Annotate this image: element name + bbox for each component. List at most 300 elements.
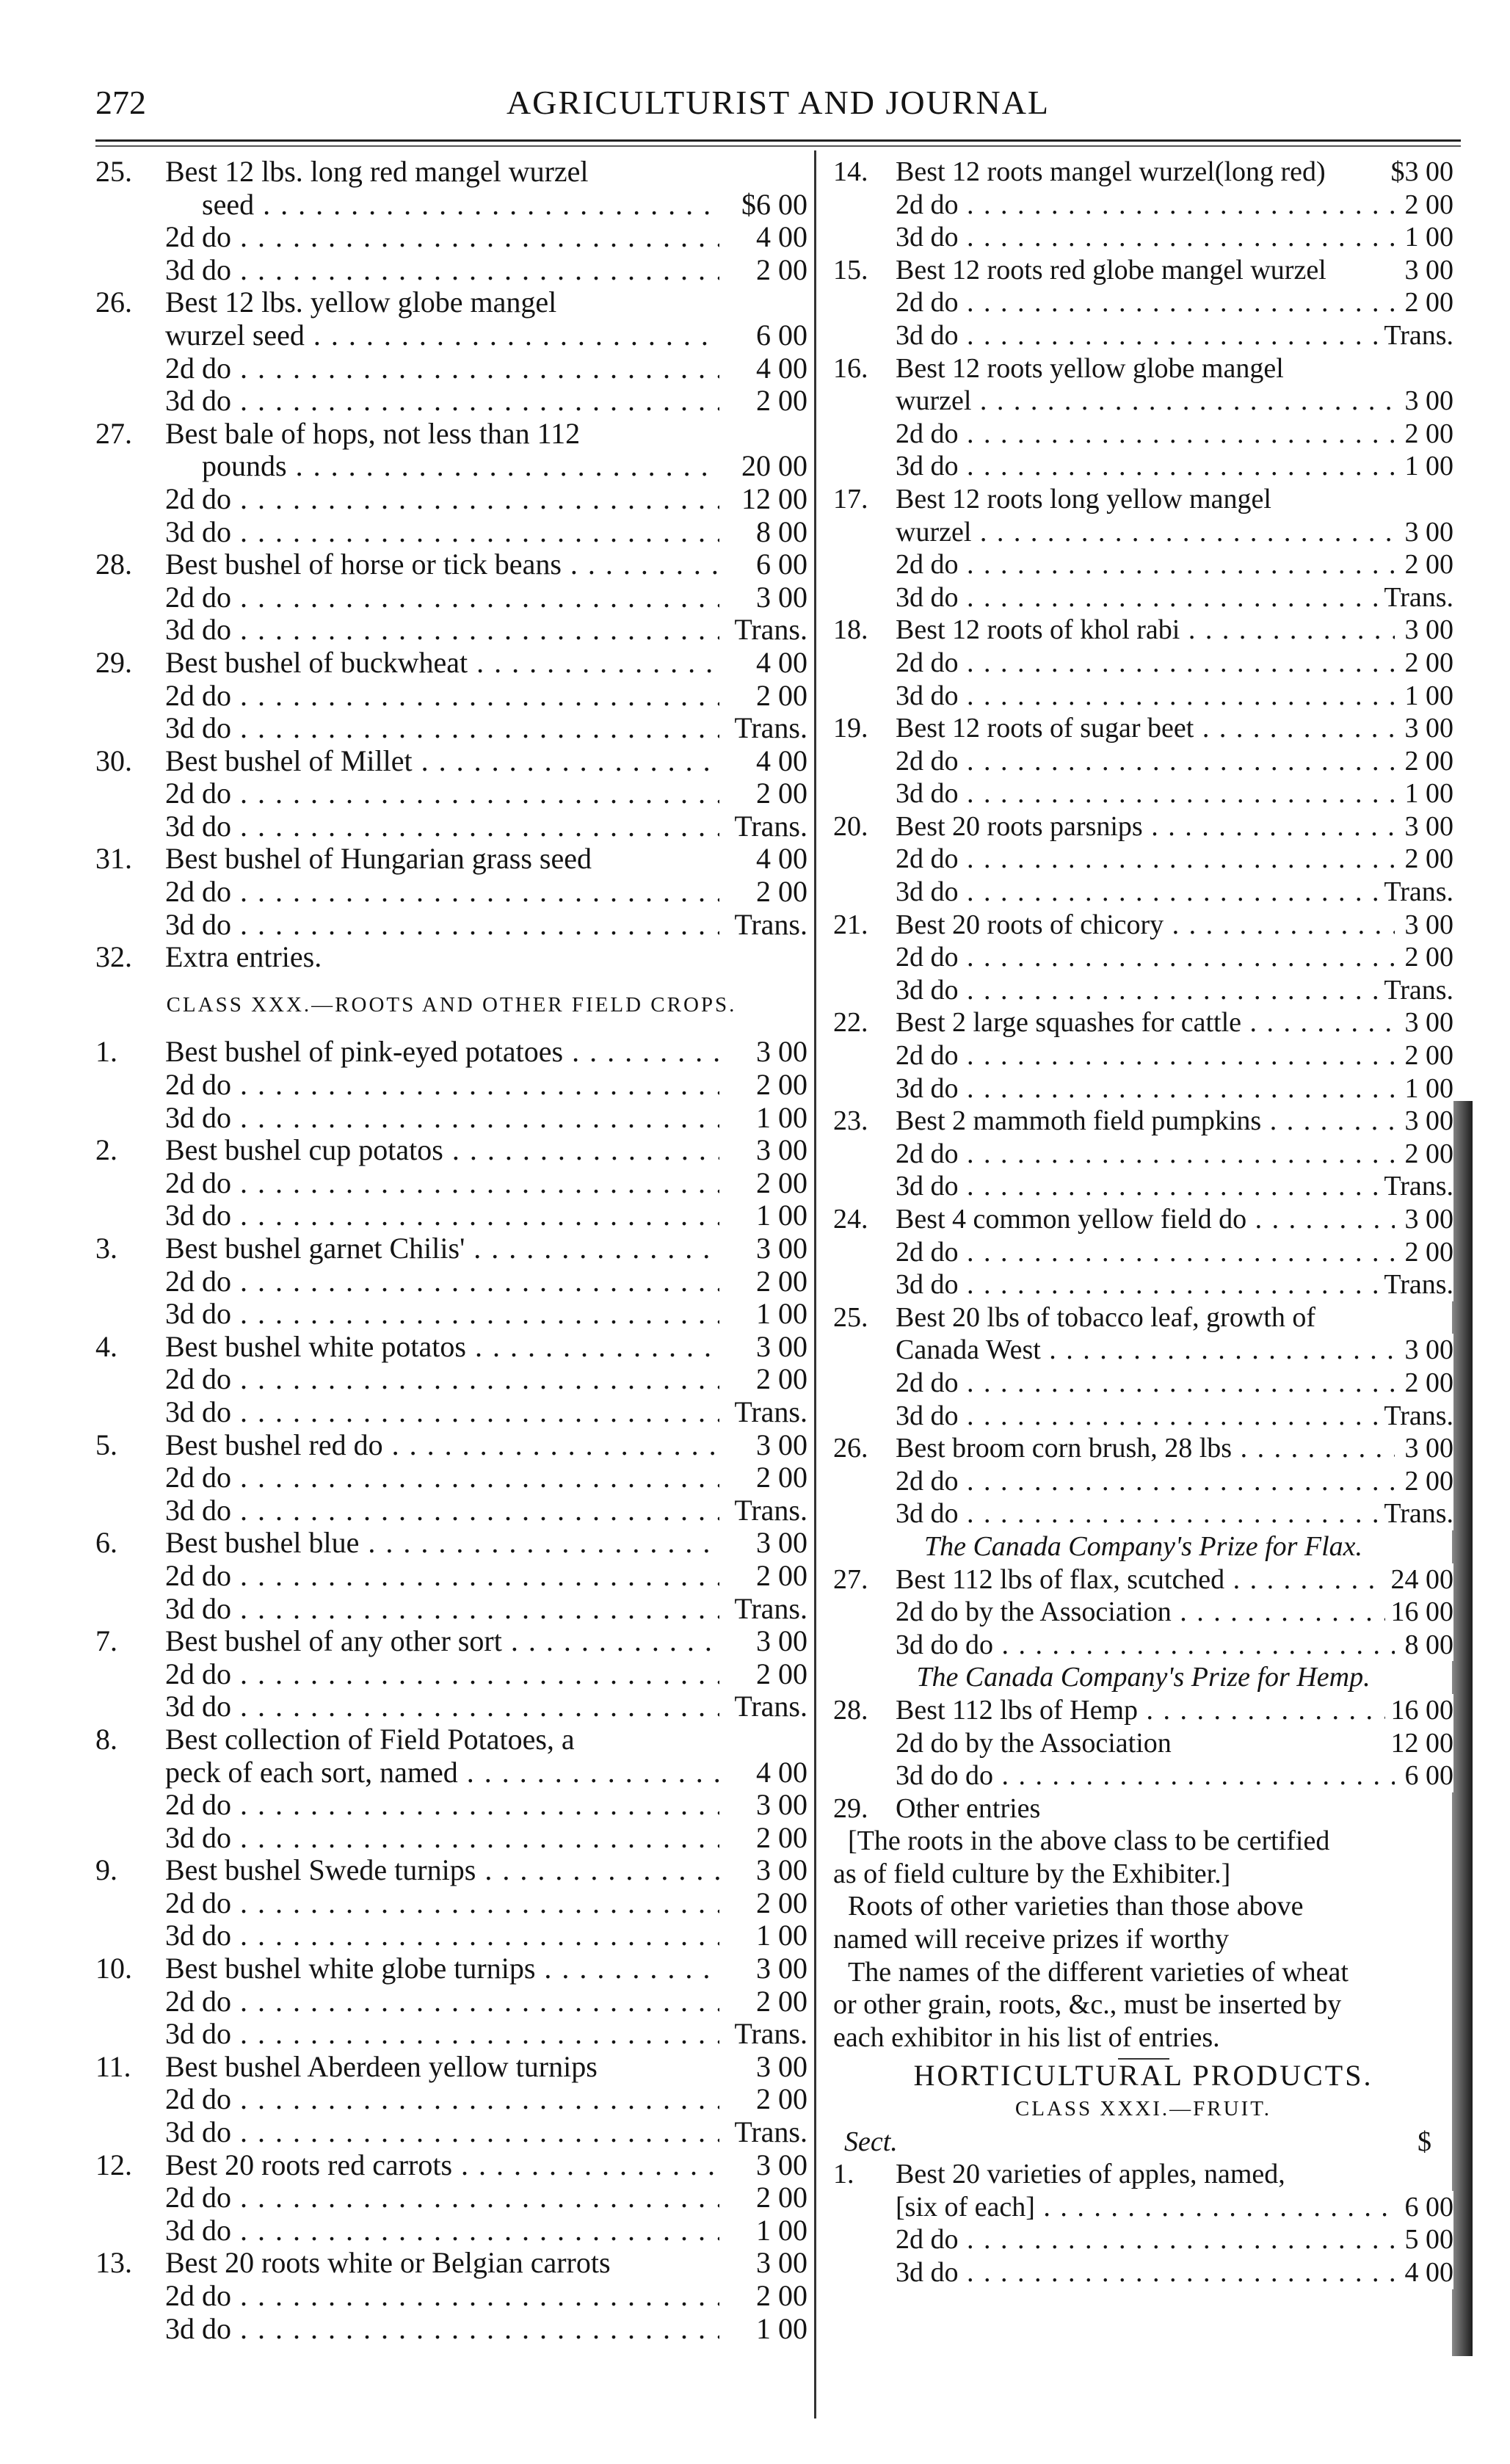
- entry-number: 1.: [95, 1036, 117, 1069]
- prize-list-row: [833, 1727, 1453, 1760]
- prize-list-row: [95, 909, 807, 942]
- entry-text: 2d do . . .: [165, 483, 719, 516]
- prize-amount: Trans.: [1378, 1400, 1453, 1433]
- prize-list-row: [833, 221, 1453, 254]
- entry-text: 3d do . . .: [896, 1072, 1395, 1105]
- prize-list-row: [95, 2280, 807, 2313]
- prize-list-row: [833, 581, 1453, 614]
- entry-text: 2d do . . .: [165, 1167, 719, 1200]
- prize-list-row: [833, 1039, 1453, 1072]
- entry-text: 2d do . . .: [165, 1265, 719, 1298]
- prize-amount: 2 00: [750, 1658, 807, 1691]
- prize-list-row: [833, 1203, 1453, 1236]
- entry-text: Best 112 lbs of Hemp . . .: [896, 1694, 1395, 1727]
- entry-text: 3d do . . .: [165, 1593, 719, 1626]
- prize-list-row: [95, 1265, 807, 1298]
- entry-number: 26.: [833, 1433, 868, 1464]
- class-heading: CLASS XXXI.—FRUIT.: [1014, 2097, 1272, 2121]
- prize-list-row: [95, 1593, 807, 1626]
- entry-number: 3.: [95, 1232, 117, 1265]
- prize-amount: 1 00: [750, 2214, 807, 2247]
- prize-amount: Trans.: [728, 2018, 807, 2051]
- entry-text: 3d do do . . .: [896, 1759, 1395, 1792]
- prize-amount: 3 00: [1399, 1203, 1454, 1236]
- entry-number: 21.: [833, 909, 868, 940]
- prize-amount: 1 00: [1399, 450, 1454, 483]
- prize-list-row: [95, 1461, 807, 1494]
- prize-amount: 3 00: [1399, 614, 1454, 647]
- prize-amount: 1 00: [1399, 777, 1454, 810]
- prize-list-row: [95, 1658, 807, 1691]
- note-line: each exhibitor in his list of entries.: [833, 2021, 1220, 2053]
- prize-amount: 1 00: [1399, 680, 1454, 713]
- prize-amount: 2 00: [750, 2181, 807, 2214]
- entry-number: 10.: [95, 1952, 132, 1985]
- entry-number: 25.: [95, 156, 132, 188]
- entry-text: 2d do . . .: [165, 1887, 719, 1920]
- entry-text: Best bushel garnet Chilis' . . .: [165, 1232, 719, 1265]
- note-line: named will receive prizes if worthy: [833, 1924, 1230, 1955]
- prize-amount: 3 00: [750, 2247, 807, 2280]
- prize-amount: 3 00: [1399, 516, 1454, 549]
- entry-text: [six of each] . . .: [896, 2191, 1395, 2224]
- entry-text: 3d do . . .: [165, 1690, 719, 1723]
- prize-list-row: [95, 712, 807, 745]
- prize-list-row: [833, 2191, 1453, 2224]
- prize-list-row: [95, 1102, 807, 1135]
- entry-text: Best 12 roots of khol rabi . . .: [896, 614, 1395, 647]
- prize-amount: 3 00: [750, 1789, 807, 1822]
- prize-amount: 12 00: [736, 483, 807, 516]
- entry-text: 2d do . . .: [165, 352, 719, 385]
- prize-amount: 4 00: [750, 221, 807, 254]
- entry-text: wurzel seed . . .: [165, 319, 719, 352]
- prize-amount: 5 00: [1399, 2223, 1454, 2256]
- entry-text: peck of each sort, named . . .: [165, 1756, 719, 1789]
- prize-amount: 8 00: [1399, 1629, 1454, 1662]
- prize-list-row: [95, 1822, 807, 1855]
- entry-text: 2d do . . .: [165, 680, 719, 713]
- prize-amount: 2 00: [1399, 548, 1454, 581]
- prize-amount: $6 00: [736, 189, 807, 222]
- prize-list-row: [833, 286, 1453, 319]
- prize-amount: 2 00: [1399, 843, 1454, 876]
- prize-list-row: [833, 2223, 1453, 2256]
- entry-text: 2d do . . .: [165, 777, 719, 810]
- note-line: or other grain, roots, &c., must be inserted by: [833, 1989, 1342, 2021]
- entry-text: Best bushel Aberdeen yellow turnips: [165, 2050, 598, 2083]
- prize-list-row: [95, 1919, 807, 1952]
- prize-amount: 2 00: [1399, 189, 1454, 222]
- prize-list-row: [95, 1952, 807, 1985]
- entry-text: 3d do . . .: [165, 1396, 719, 1429]
- prize-amount: 3 00: [1399, 1334, 1454, 1367]
- prize-list-row: [95, 2214, 807, 2247]
- entry-text: 3d do . . .: [165, 516, 719, 549]
- entry-number: 15.: [833, 254, 868, 286]
- header-rule-thin: [95, 145, 1461, 147]
- prize-list-row: [95, 876, 807, 909]
- entry-text: 2d do . . .: [165, 1069, 719, 1102]
- entry-text: Best 4 common yellow field do . . .: [896, 1203, 1395, 1236]
- entry-text: 2d do . . .: [896, 189, 1395, 222]
- prize-list-row: [95, 1167, 807, 1200]
- entry-text: 2d do . . .: [896, 1138, 1395, 1171]
- prize-list-row: [833, 843, 1453, 876]
- entry-text: Best bushel of buckwheat . . .: [165, 647, 719, 680]
- prize-list-row: [95, 1199, 807, 1232]
- prize-amount: 2 00: [750, 777, 807, 810]
- entry-number: 26.: [95, 286, 132, 319]
- prize-amount: 3 00: [750, 1232, 807, 1265]
- entry-text: Best 2 large squashes for cattle . . .: [896, 1006, 1395, 1039]
- entry-text: 2d do . . .: [165, 2181, 719, 2214]
- entry-text: 3d do . . .: [165, 385, 719, 418]
- prize-amount: 2 00: [750, 1265, 807, 1298]
- prize-amount: 3 00: [750, 2149, 807, 2182]
- entry-number: 25.: [833, 1301, 868, 1333]
- entry-number: 18.: [833, 614, 868, 646]
- entry-text: 2d do . . .: [896, 2223, 1395, 2256]
- entry-number: 28.: [95, 548, 132, 581]
- prize-list-row: [95, 1690, 807, 1723]
- entry-number: 9.: [95, 1854, 117, 1887]
- prize-amount: Trans.: [1378, 876, 1453, 909]
- entry-text: 2d do . . .: [896, 418, 1395, 451]
- entry-text: Best collection of Field Potatoes, a: [165, 1723, 575, 1756]
- prize-amount: 2 00: [1399, 1039, 1454, 1072]
- prize-amount: 2 00: [750, 680, 807, 713]
- entry-text: 3d do . . .: [896, 680, 1395, 713]
- prize-amount: Trans.: [728, 810, 807, 843]
- prize-amount: Trans.: [1378, 581, 1453, 614]
- entry-text: 3d do . . .: [165, 614, 719, 647]
- entry-number: 29.: [833, 1792, 868, 1824]
- entry-text: Best 20 roots parsnips . . .: [896, 810, 1395, 843]
- entry-text: 3d do . . .: [896, 876, 1395, 909]
- prize-amount: $3 00: [1385, 156, 1454, 189]
- prize-list-row: [833, 909, 1453, 942]
- prize-amount: 2 00: [750, 876, 807, 909]
- entry-text: Best bushel Swede turnips . . .: [165, 1854, 719, 1887]
- prize-list-row: [833, 450, 1453, 483]
- entry-text: 2d do . . .: [896, 286, 1395, 319]
- prize-list-row: [95, 450, 807, 483]
- prize-list-row: [95, 777, 807, 810]
- prize-amount: 3 00: [1399, 254, 1454, 287]
- entry-text: 2d do . . .: [165, 2280, 719, 2313]
- prize-amount: 2 00: [1399, 647, 1454, 680]
- prize-list-row: [833, 1759, 1453, 1792]
- entry-text: 3d do . . .: [165, 2214, 719, 2247]
- entry-text: 2d do . . .: [165, 2083, 719, 2116]
- prize-amount: 4 00: [750, 352, 807, 385]
- prize-amount: 3 00: [750, 1429, 807, 1462]
- entry-text: Best bushel blue . . .: [165, 1527, 719, 1560]
- prize-amount: 3 00: [750, 1625, 807, 1658]
- prize-list-row: [95, 286, 807, 319]
- prize-amount: 2 00: [1399, 1138, 1454, 1171]
- entry-text: 2d do by the Association . . .: [896, 1596, 1395, 1629]
- entry-text: Best 20 roots white or Belgian carrots: [165, 2247, 611, 2280]
- entry-number: 17.: [833, 483, 868, 515]
- prize-amount: 2 00: [750, 385, 807, 418]
- prize-amount: 2 00: [750, 1822, 807, 1855]
- prize-list-row: [833, 1170, 1453, 1203]
- prize-amount: 2 00: [750, 2280, 807, 2313]
- prize-amount: 3 00: [750, 1036, 807, 1069]
- entry-text: 2d do . . .: [165, 1560, 719, 1593]
- section-heading: HORTICULTURAL PRODUCTS.: [913, 2059, 1373, 2093]
- entry-text: 3d do do . . .: [896, 1629, 1395, 1662]
- entry-text: 2d do . . .: [896, 1367, 1395, 1400]
- prize-list-row: [833, 1432, 1453, 1465]
- prize-list-row: [95, 1527, 807, 1560]
- entry-number: 11.: [95, 2050, 131, 2083]
- prize-amount: 2 00: [1399, 745, 1454, 778]
- prize-list-row: [833, 1236, 1453, 1269]
- entry-text: 3d do . . .: [165, 1102, 719, 1135]
- column-divider: [814, 150, 816, 2418]
- prize-amount: 3 00: [750, 1854, 807, 1887]
- entry-text: 3d do . . .: [896, 1497, 1395, 1530]
- entry-number: 31.: [95, 843, 132, 876]
- entry-number: 7.: [95, 1625, 117, 1658]
- prize-list-row: [95, 1723, 807, 1756]
- prize-list-row: [95, 614, 807, 647]
- entry-text: Best bushel of pink-eyed potatoes . . .: [165, 1036, 719, 1069]
- entry-text: seed . . .: [202, 189, 719, 222]
- prize-list-row: [95, 680, 807, 713]
- entry-text: 3d do . . .: [165, 2018, 719, 2051]
- entry-number: 6.: [95, 1527, 117, 1560]
- entry-text: 2d do . . .: [165, 1363, 719, 1396]
- prize-list-row: [95, 1134, 807, 1167]
- prize-amount: 3 00: [750, 1331, 807, 1364]
- prize-amount: Trans.: [728, 1396, 807, 1429]
- prize-list-row: [95, 319, 807, 352]
- prize-amount: 6 00: [1399, 2191, 1454, 2224]
- entry-number: 8.: [95, 1723, 117, 1756]
- entry-text: Best 20 lbs of tobacco leaf, growth of: [896, 1301, 1315, 1333]
- prize-amount: 2 00: [750, 2083, 807, 2116]
- prize-amount: 4 00: [750, 843, 807, 876]
- entry-text: 3d do . . .: [896, 581, 1395, 614]
- entry-text: Best 12 roots of sugar beet . . .: [896, 712, 1395, 745]
- entry-text: Other entries: [896, 1792, 1041, 1824]
- prize-amount: Trans.: [1378, 1170, 1453, 1203]
- prize-amount: 16 00: [1385, 1694, 1454, 1727]
- entry-text: 3d do . . .: [165, 1494, 719, 1527]
- prize-list-row: [95, 1854, 807, 1887]
- entry-number: 29.: [95, 646, 132, 679]
- prize-amount: Trans.: [728, 1494, 807, 1527]
- prize-list-row: [833, 483, 1453, 516]
- prize-list-row: [95, 1887, 807, 1920]
- prize-amount: 1 00: [750, 1102, 807, 1135]
- prize-list-row: [833, 745, 1453, 778]
- prize-list-row: [833, 2256, 1453, 2289]
- entry-text: Best bushel of any other sort . . .: [165, 1625, 719, 1658]
- entry-text: 3d do . . .: [165, 1199, 719, 1232]
- prize-amount: 12 00: [1385, 1727, 1454, 1760]
- prize-list-row: [833, 941, 1453, 974]
- prize-amount: 2 00: [750, 1560, 807, 1593]
- prize-list-row: [833, 189, 1453, 222]
- prize-list-row: [833, 1301, 1453, 1334]
- prize-list-row: [833, 1792, 1453, 1825]
- page-header: [95, 77, 1461, 128]
- prize-amount: 2 00: [750, 254, 807, 287]
- entry-text: Best bushel of horse or tick beans . . .: [165, 548, 719, 581]
- prize-list-row: [95, 352, 807, 385]
- prize-amount: 1 00: [750, 1919, 807, 1952]
- prize-amount: Trans.: [728, 909, 807, 942]
- entry-number: 4.: [95, 1330, 117, 1363]
- entry-text: Best bushel of Hungarian grass seed: [165, 843, 592, 876]
- prize-amount: Trans.: [1378, 1497, 1453, 1530]
- prize-list-row: [833, 1629, 1453, 1662]
- entry-text: 2d do . . .: [165, 581, 719, 614]
- prize-list-row: [95, 2018, 807, 2051]
- prize-amount: 3 00: [750, 1952, 807, 1985]
- prize-list-row: [833, 680, 1453, 713]
- prize-list-row: [95, 483, 807, 516]
- entry-text: Best bushel red do . . .: [165, 1429, 719, 1462]
- entry-number: 1.: [833, 2159, 854, 2190]
- prize-amount: 3 00: [750, 1134, 807, 1167]
- prize-list-row: [95, 2149, 807, 2182]
- entry-text: wurzel . . .: [896, 385, 1395, 418]
- prize-list-row: [95, 2051, 807, 2084]
- entry-text: 2d do . . .: [896, 647, 1395, 680]
- prize-amount: 2 00: [1399, 286, 1454, 319]
- prize-list-row: [833, 1072, 1453, 1105]
- entry-text: 3d do . . .: [165, 2116, 719, 2149]
- prize-amount: Trans.: [728, 712, 807, 745]
- prize-list-row: [833, 1367, 1453, 1400]
- entry-text: Best bushel white potatos . . .: [165, 1331, 719, 1364]
- entry-text: 2d do . . .: [896, 745, 1395, 778]
- entry-text: 2d do . . .: [165, 1461, 719, 1494]
- prize-list-row: [95, 745, 807, 778]
- prize-list-row: [95, 1232, 807, 1265]
- entry-text: 3d do . . .: [165, 1822, 719, 1855]
- spacer: [95, 974, 807, 989]
- prize-list-row: [95, 1298, 807, 1331]
- prize-amount: 2 00: [1399, 1236, 1454, 1269]
- prize-amount: 4 00: [750, 745, 807, 778]
- prize-list-row: [833, 385, 1453, 418]
- prize-list-row: [833, 319, 1453, 352]
- prize-amount: 3 00: [1399, 1105, 1454, 1138]
- prize-amount: 3 00: [1399, 1006, 1454, 1039]
- prize-list-row: [833, 1563, 1453, 1596]
- prize-list-row: [833, 1400, 1453, 1433]
- entry-text: 3d do . . .: [165, 2313, 719, 2346]
- entry-text: Best 20 varieties of apples, named,: [896, 2159, 1285, 2190]
- prize-amount: Trans.: [728, 614, 807, 647]
- prize-amount: 20 00: [736, 450, 807, 483]
- prize-amount: Trans.: [728, 1690, 807, 1723]
- prize-amount: Trans.: [1378, 974, 1453, 1007]
- prize-amount: 2 00: [750, 1887, 807, 1920]
- entry-number: 14.: [833, 156, 868, 187]
- note-line: as of field culture by the Exhibiter.]: [833, 1858, 1231, 1889]
- prize-list-row: [833, 1694, 1453, 1727]
- prize-list-row: [833, 974, 1453, 1007]
- prize-amount: 8 00: [750, 516, 807, 549]
- entry-text: 3d do . . .: [165, 1919, 719, 1952]
- prize-amount: 1 00: [750, 2313, 807, 2346]
- right-column: [833, 156, 1453, 2289]
- entry-number: 27.: [95, 417, 132, 450]
- entry-number: 19.: [833, 713, 868, 744]
- prize-list-row: [833, 1006, 1453, 1039]
- prize-list-row: [95, 418, 807, 451]
- prize-list-row: [833, 614, 1453, 647]
- prize-list-row: [95, 1494, 807, 1527]
- prize-amount: 3 00: [750, 581, 807, 614]
- entry-text: Best 12 roots mangel wurzel(long red): [896, 156, 1326, 187]
- prize-list-row: [95, 516, 807, 549]
- prize-list-row: [95, 2181, 807, 2214]
- prize-list-row: [833, 1596, 1453, 1629]
- entry-text: 3d do . . .: [896, 1268, 1395, 1301]
- entry-number: 30.: [95, 744, 132, 777]
- entry-text: 2d do . . .: [896, 548, 1395, 581]
- prize-amount: 2 00: [750, 1461, 807, 1494]
- prize-list-row: [833, 712, 1453, 745]
- entry-text: Best 12 roots long yellow mangel: [896, 483, 1271, 515]
- prize-amount: 3 00: [1399, 712, 1454, 745]
- header-rule: [95, 139, 1461, 142]
- prize-list-row: [833, 418, 1453, 451]
- entry-text: 2d do . . .: [896, 1465, 1395, 1498]
- prize-amount: 1 00: [750, 1199, 807, 1232]
- page-edge-shadow: [1452, 1101, 1473, 2356]
- prize-list-row: [833, 1497, 1453, 1530]
- prize-list-row: [95, 156, 807, 189]
- prize-list-row: [95, 2116, 807, 2149]
- prize-list-row: [95, 1363, 807, 1396]
- note-line: [The roots in the above class to be certified: [848, 1825, 1330, 1857]
- prize-list-row: [833, 1465, 1453, 1498]
- prize-amount: 1 00: [1399, 1072, 1454, 1105]
- prize-list-row: [95, 385, 807, 418]
- prize-amount: 16 00: [1385, 1596, 1454, 1629]
- entry-number: 24.: [833, 1204, 868, 1235]
- prize-list-row: [833, 647, 1453, 680]
- note-line: The names of the different varieties of wheat: [848, 1956, 1349, 1988]
- entry-number: 22.: [833, 1007, 868, 1039]
- prize-list-row: [833, 1138, 1453, 1171]
- entry-text: Best bushel white globe turnips . . .: [165, 1952, 719, 1985]
- entry-text: 3d do . . .: [165, 712, 719, 745]
- entry-text: pounds . . .: [202, 450, 719, 483]
- prize-list-row: [833, 254, 1453, 287]
- prize-list-row: [833, 548, 1453, 581]
- prize-amount: Trans.: [728, 1593, 807, 1626]
- prize-amount: 1 00: [1399, 221, 1454, 254]
- prize-list-row: [95, 1789, 807, 1822]
- prize-amount: Trans.: [1378, 1268, 1453, 1301]
- prize-amount: 6 00: [750, 548, 807, 581]
- prize-list-row: [95, 1560, 807, 1593]
- prize-list-row: [95, 221, 807, 254]
- sect-label: [833, 2126, 1453, 2159]
- entry-text: Best 12 roots red globe mangel wurzel: [896, 254, 1326, 286]
